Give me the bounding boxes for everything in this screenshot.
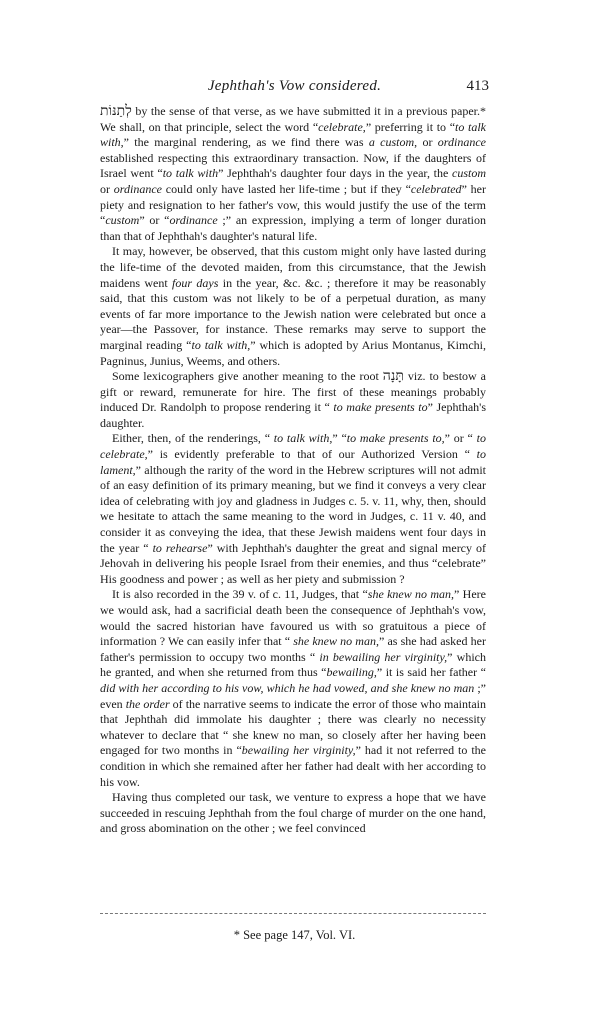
italic-text: a custom	[368, 135, 415, 150]
italic-text: custom	[105, 213, 140, 228]
text-run: ” with Jephthah's daughter the great and signal mercy of Jehovah in delivering his people Israel from their enemies, and thus “celebrate” His goodness and power ; as well as her piety and submission ?	[100, 540, 486, 586]
italic-text: bewailing,	[326, 665, 377, 680]
text-run: ” it is said her father “	[376, 665, 486, 680]
text-run: ” which is adopted by Arius Montanus, Kimchi, Pagninus, Junius, Weems, and others.	[100, 337, 487, 368]
footnote: * See page 147, Vol. VI.	[233, 928, 356, 942]
text-run: ” is evidently preferable to that of our Authorized Version “	[147, 447, 477, 462]
text-run: ” Jephthah's daughter four days in the year, the	[218, 166, 453, 181]
paragraph	[100, 587, 486, 790]
italic-text: to make presents to	[333, 400, 428, 415]
text-run: ” or “	[139, 213, 170, 228]
hebrew-word: לְתַנּוֹת	[100, 103, 132, 119]
italic-text: ordinance	[113, 181, 162, 196]
italic-text: to talk with	[162, 166, 219, 181]
paragraph	[100, 431, 486, 587]
italic-text: she knew no man,	[293, 634, 379, 649]
text-run: ” or “	[444, 431, 477, 446]
text-run: by the sense of that verse, as we have submitted it in a previous paper.* We shall, on that principle, select the word “	[100, 104, 486, 134]
text-run: ;” even	[100, 680, 486, 711]
text-run: ” her piety and resignation to her father's vow, this would justify the use of the term “	[100, 181, 486, 228]
text-run: in the year, &c. &c. ; therefore it may be reasonably said, that this custom was not likely to be of a perpetual duration, as many events of far more importance to the Jewish nation were celebrated but once a year—the Passover, for instance. These remarks may serve to support the marginal reading “	[100, 275, 487, 352]
text-run: , or	[414, 135, 438, 150]
italic-text: in bewailing her virginity,	[319, 649, 448, 664]
italic-text: bewailing her virginity,	[241, 743, 356, 758]
italic-text: to lament,	[100, 447, 486, 477]
italic-text: to rehearse	[152, 540, 208, 555]
italic-text: celebrate,	[318, 119, 366, 134]
italic-text: to talk with,	[273, 431, 333, 446]
italic-text: she knew no man,	[367, 587, 455, 602]
page-number: 413	[466, 78, 489, 94]
text-run: could only have lasted her life-time ; but if they “	[162, 181, 411, 196]
paragraph	[100, 244, 486, 369]
paragraph	[100, 790, 486, 837]
italic-text: the order	[125, 696, 170, 711]
hebrew-word: תָּנָה	[382, 368, 404, 385]
paragraph	[100, 369, 486, 431]
text-run: ;” an expression, implying a term of longer duration than that of Jephthah's daughter's natural life.	[100, 213, 486, 243]
text-run: It may, however, be observed, that this custom might only have lasted during the life-time of the devoted maiden, from this circumstance, that the Jewish maidens went	[100, 244, 486, 290]
italic-text: to talk with,	[191, 337, 251, 352]
italic-text: to make presents to,	[346, 431, 445, 446]
running-title: Jephthah's Vow considered.	[207, 78, 382, 94]
italic-text: to talk with,	[100, 119, 487, 150]
text-run: ” the marginal rendering, as we find there was	[123, 135, 369, 150]
text-run: ” “	[332, 431, 347, 446]
text-run: ” had it not referred to the condition in which she remained after her father had dealt with her according to his vow.	[100, 743, 486, 789]
italic-text: ordinance	[169, 213, 218, 228]
italic-text: four days	[172, 275, 219, 290]
text-run: ” although the rarity of the word in the Hebrew scriptures will not admit of an easy definition of its primary meaning, but we find it conveys a very clear idea of celebrating with joy and gladness in Judges c. 5. v. 11, why, then, should we hesitate to attach the same meaning to the word in Judges, c. 11 v. 40, and consider it as conveying the idea, that these Jewish maidens went four days in the year “	[100, 462, 486, 555]
footnote-divider	[100, 913, 486, 914]
text-run: ” Jephthah's daughter.	[100, 400, 486, 430]
text-run: It is also recorded in the 39 v. of c. 11, Judges, that “	[112, 587, 368, 602]
text-run: Some lexicographers give another meaning to the root	[112, 369, 383, 384]
text-run: or	[100, 181, 114, 196]
text-run: Either, then, of the renderings, “	[112, 431, 274, 446]
italic-text: did with her according to his vow, which he had vowed, and she knew no man	[100, 680, 475, 695]
text-run: of the narrative seems to indicate the error of those who maintain that Jephthah did immolate his daughter ; there was clearly no necessity whatever to declare that “ she knew no man, so closely after her having been engaged for two months in “	[100, 696, 486, 758]
text-run: ” which he granted, and when she returned from thus “	[100, 649, 487, 680]
text-run: ” as she had asked her father's permission to occupy two months “	[100, 634, 486, 664]
text-run: viz. to bestow a gift or reward, remunerate for hire. The first of these meanings probably induced Dr. Randolph to propose rendering it “	[100, 369, 486, 415]
italic-text: to celebrate,	[100, 431, 486, 462]
italic-text: ordinance	[437, 135, 486, 150]
paragraph	[100, 104, 486, 244]
italic-text: custom	[452, 166, 487, 181]
italic-text: celebrated	[410, 181, 462, 196]
text-run: established respecting this extraordinary transaction. Now, if the daughters of Israel went “	[100, 150, 486, 181]
text-run: ” Here we would ask, had a sacrificial death been the consequence of Jephthah's vow, would the sacred historian have favoured us with so gratuitous a piece of information ? We can easily infer that “	[100, 587, 486, 649]
text-run: Having thus completed our task, we venture to express a hope that we have succeeded in rescuing Jephthah from the foul charge of murder on the one hand, and gross abomination on the other ; we feel convinced	[100, 790, 486, 836]
body-text	[100, 104, 486, 837]
text-run: ” preferring it to “	[365, 119, 456, 134]
running-head	[0, 78, 589, 100]
